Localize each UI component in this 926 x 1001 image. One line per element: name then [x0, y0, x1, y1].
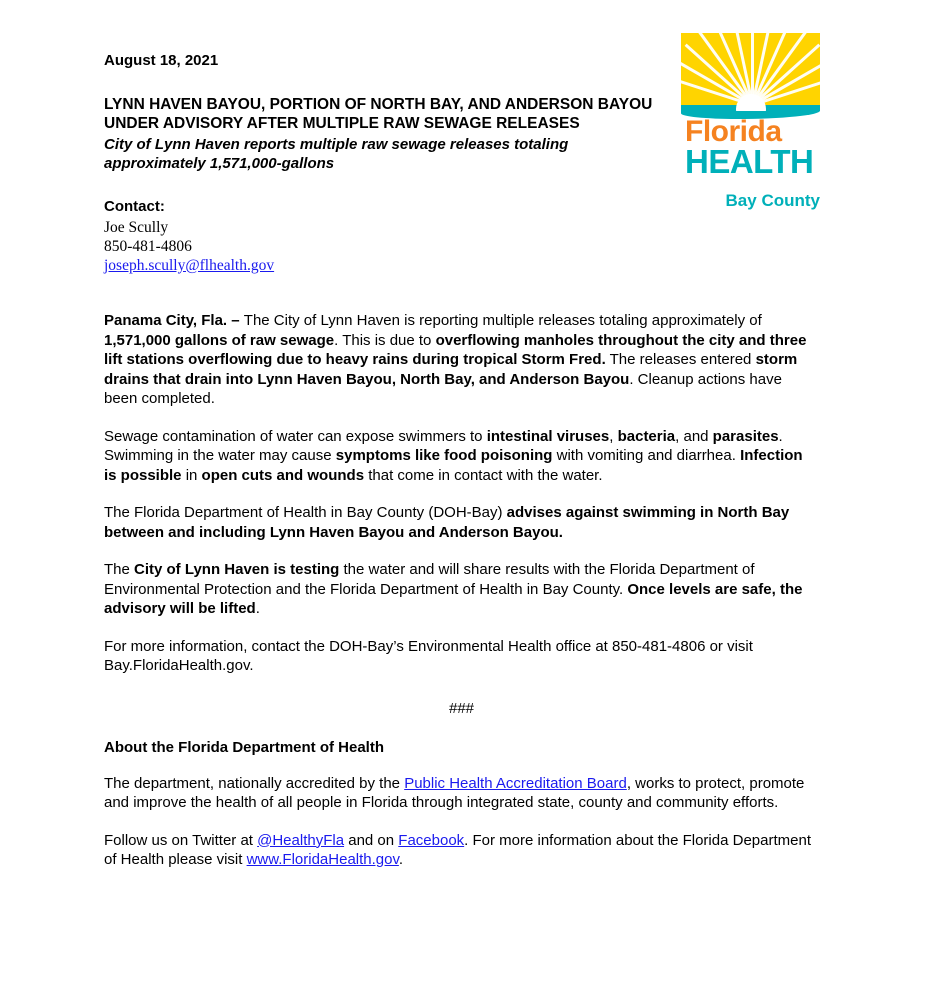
- about-p2-text-3: . For more information about the Florida Department of Health please visit: [104, 831, 811, 868]
- section-separator: ###: [448, 699, 475, 717]
- p1-bold-1: 1,571,000 gallons of raw sewage: [104, 331, 335, 349]
- about-paragraph-1: [104, 774, 819, 813]
- dateline: Panama City, Fla. –: [104, 312, 244, 329]
- about-p1-text-1: The department, nationally accredited by the: [104, 774, 405, 792]
- facebook-link[interactable]: Facebook: [398, 831, 465, 849]
- p2-text-4: . Swimming in the water may cause: [104, 427, 783, 464]
- p2-bold-1: intestinal viruses: [486, 427, 610, 445]
- p1-text-3: The releases entered: [605, 351, 756, 368]
- p2-bold-3: parasites: [712, 427, 779, 445]
- contact-phone: 850-481-4806: [104, 238, 192, 255]
- p4-text-2: the water and will share results with the Florida Department of Environmental Protection and the Florida Department of Health in Bay County.: [104, 561, 755, 598]
- contact-label: Contact:: [104, 198, 165, 215]
- p2-bold-6: open cuts and wounds: [201, 466, 365, 484]
- p4-bold-2: Once levels are safe, the advisory will be lifted: [104, 580, 803, 617]
- subheadline: City of Lynn Haven reports multiple raw sewage releases totaling approximately 1,571,000-gallons: [104, 136, 569, 172]
- p1-bold-3: storm drains that drain into Lynn Haven Bayou, North Bay, and Anderson Bayou: [104, 351, 798, 388]
- about-section-title: About the Florida Department of Health: [104, 738, 385, 756]
- p1-text-2: . This is due to: [334, 331, 436, 349]
- paragraph-5: For more information, contact the DOH-Bay’s Environmental Health office at 850-481-4806 or visit Bay.FloridaHealth.gov.: [104, 637, 753, 674]
- p2-bold-5: Infection is possible: [104, 447, 803, 484]
- page-title: LYNN HAVEN BAYOU, PORTION OF NORTH BAY, AND ANDERSON BAYOU UNDER ADVISORY AFTER MULTIPLE RAW SEWAGE RELEASES: [104, 96, 653, 132]
- about-p1-text-2: , works to protect, promote and improve the health of all people in Florida through integrated state, county and community efforts.: [104, 774, 805, 811]
- about-paragraph-2: [104, 831, 819, 870]
- floridahealth-website-link[interactable]: www.FloridaHealth.gov: [246, 851, 399, 868]
- p1-text-1: The City of Lynn Haven is reporting multiple releases totaling approximately of: [243, 312, 762, 329]
- logo-text-florida: Florida: [685, 115, 782, 148]
- p2-text-1: Sewage contamination of water can expose swimmers to: [104, 427, 487, 445]
- body-copy: [104, 311, 819, 676]
- p2-text-2: ,: [609, 427, 618, 445]
- p2-text-5: with vomiting and diarrhea.: [552, 447, 741, 464]
- p2-text-7: that come in contact with the water.: [364, 466, 603, 484]
- paragraph-3: [104, 503, 819, 542]
- p4-bold-1: City of Lynn Haven is testing: [134, 561, 340, 578]
- about-p2-text-4: .: [398, 851, 404, 868]
- release-date: August 18, 2021: [104, 52, 219, 69]
- about-copy: [104, 774, 819, 870]
- p2-bold-4: symptoms like food poisoning: [335, 447, 553, 464]
- about-p2-text-2: and on: [344, 831, 399, 849]
- p2-text-3: , and: [675, 427, 713, 445]
- contact-email-link[interactable]: joseph.scully@flhealth.gov: [104, 257, 275, 274]
- p2-bold-2: bacteria: [617, 427, 676, 445]
- p3-bold-1: advises against swimming in North Bay between and including Lynn Haven Bayou and Anderson Bayou.: [104, 504, 790, 541]
- paragraph-1: [104, 311, 819, 409]
- paragraph-4: [104, 560, 819, 619]
- logo-text-county: Bay County: [725, 191, 820, 210]
- p2-text-6: in: [181, 466, 202, 484]
- p4-text-1: The: [104, 561, 135, 578]
- p3-text-1: The Florida Department of Health in Bay County (DOH-Bay): [104, 504, 507, 521]
- about-p2-text-1: Follow us on Twitter at: [104, 831, 258, 849]
- p4-text-3: .: [255, 600, 260, 617]
- logo-text-health: HEALTH: [685, 143, 814, 180]
- contact-name: Joe Scully: [104, 219, 169, 236]
- contact-block: [104, 197, 819, 275]
- public-health-accreditation-board-link[interactable]: Public Health Accreditation Board: [404, 774, 627, 792]
- p1-bold-2: overflowing manholes throughout the city and three lift stations overflowing due to heavy rains during tropical Storm Fred.: [104, 331, 807, 368]
- twitter-handle-link[interactable]: @HealthyFla: [257, 831, 345, 849]
- document-content: [104, 52, 819, 870]
- p1-text-4: . Cleanup actions have been completed.: [104, 370, 782, 407]
- paragraph-2: [104, 427, 819, 486]
